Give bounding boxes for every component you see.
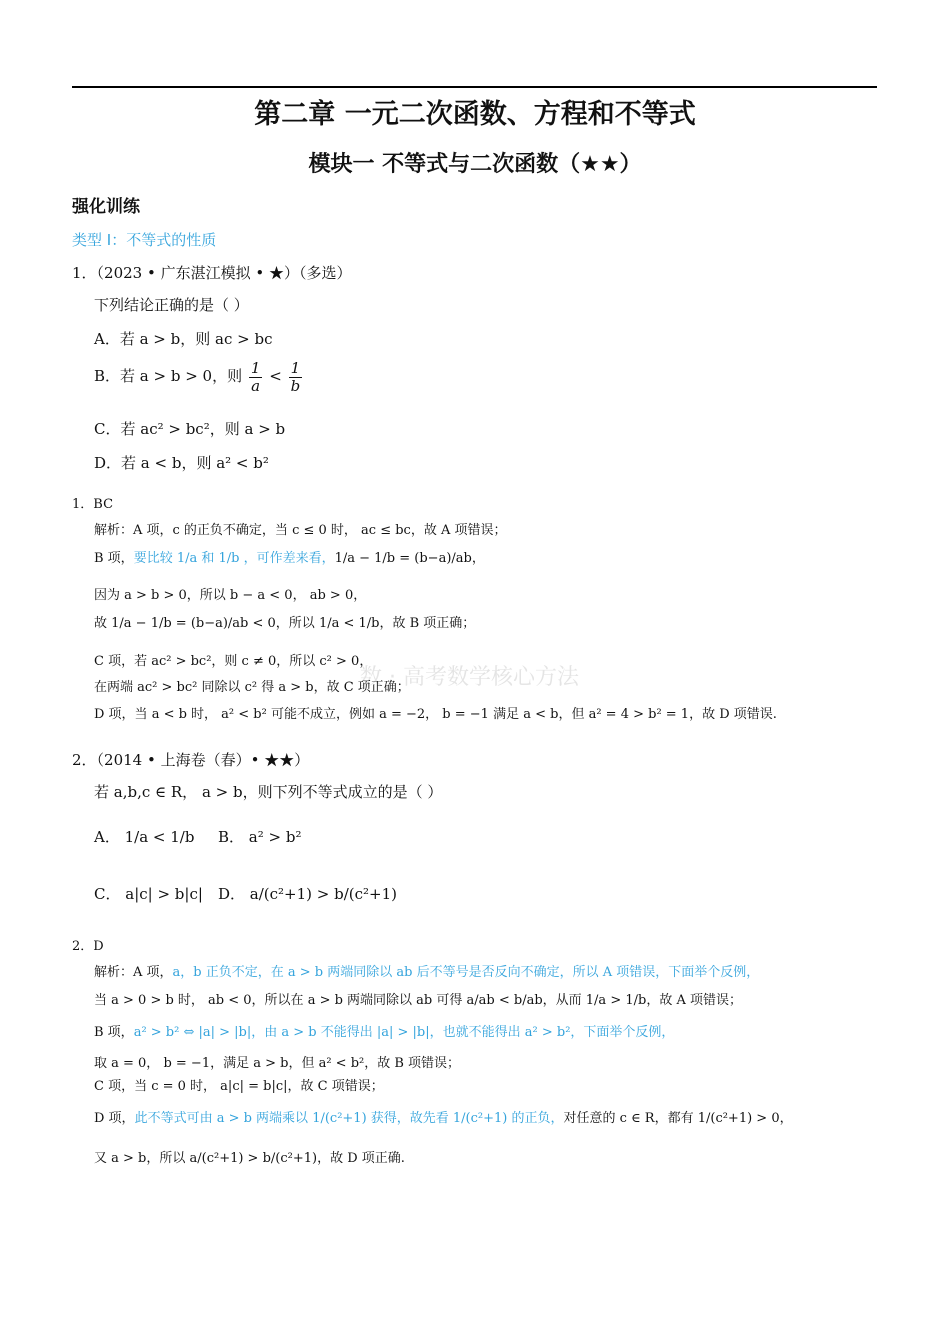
a1-line: B 项，要比较 1/a 和 1/b ，可作差来看，1/a − 1/b = (b−a)/ab， (94, 551, 485, 566)
a1-answer: 1．BC (72, 497, 114, 512)
q1-option-b: B．若 a > b > 0，则 $\frac{1}{a}$ < $\frac{1}{b}$ (94, 359, 301, 395)
q1-option-c: C．若 ac² > bc²，则 a > b (94, 420, 286, 438)
watermark: 数 · 高考数学核心方法 (360, 665, 579, 690)
a2-line: 解析：A 项，a，b 正负不定，在 a > b 两端同除以 ab 后不等号是否反向不确定，所以 A 项错误，下面举个反例， (94, 965, 760, 980)
a2-line: B 项，a² > b² ⇔ |a| > |b|，由 a > b 不能得出 |a| > |b|，也就不能得出 a² > b²，下面举个反例， (94, 1025, 675, 1040)
q2-option-b: B． a² > b² (218, 828, 302, 846)
a1-line: 在两端 ac² > bc² 同除以 c² 得 a > b，故 C 项正确； (94, 680, 410, 695)
q1-option-b-text: B．若 a > b > 0，则 (94, 367, 243, 385)
q1-header: 1．（2023 • 广东湛江模拟 • ★）（多选） (72, 264, 352, 282)
a1-line: 故 1/a − 1/b = (b−a)/ab < 0，所以 1/a < 1/b，故 B 项正确； (94, 616, 476, 631)
type-label: 类型 I：不等式的性质 (72, 231, 217, 249)
a2-line: 当 a > 0 > b 时， ab < 0，所以在 a > b 两端同除以 ab 可得 a/ab < b/ab，从而 1/a > 1/b，故 A 项错误； (94, 993, 742, 1008)
a2-line: 取 a = 0， b = −1，满足 a > b，但 a² < b²，故 B 项错误； (94, 1056, 461, 1071)
a2-answer: 2．D (72, 939, 104, 954)
a2-line: D 项，此不等式可由 a > b 两端乘以 1/(c²+1) 获得，故先看 1/(c²+1) 的正负，对任意的 c ∈ R，都有 1/(c²+1) > 0， (94, 1111, 793, 1126)
a2-line: 又 a > b，所以 a/(c²+1) > b/(c²+1)，故 D 项正确. (94, 1151, 405, 1166)
a1-line: 解析：A 项，c 的正负不确定，当 c ≤ 0 时， ac ≤ bc，故 A 项错误； (94, 523, 507, 538)
a1-line: C 项，若 ac² > bc²，则 c ≠ 0，所以 c² > 0， (94, 654, 373, 669)
a1-line: D 项，当 a < b 时， a² < b² 可能不成立，例如 a = −2， b = −1 满足 a < b，但 a² = 4 > b² = 1，故 D 项错误. (94, 707, 777, 722)
a2-line: C 项，当 c = 0 时， a|c| = b|c|，故 C 项错误； (94, 1079, 384, 1094)
chapter-title: 第二章 一元二次函数、方程和不等式 (254, 99, 696, 130)
top-rule (72, 86, 877, 88)
fraction: $\frac{1}{a}$ (250, 359, 261, 395)
section-title: 强化训练 (72, 197, 140, 217)
q2-header: 2．（2014 • 上海卷（春）• ★★） (72, 751, 310, 769)
q1-stem: 下列结论正确的是（ ） (94, 296, 249, 314)
module-title: 模块一 不等式与二次函数（★★） (308, 152, 642, 177)
q2-option-a: A． 1/a < 1/b (94, 828, 195, 846)
q1-option-d: D．若 a < b，则 a² < b² (94, 454, 269, 472)
q2-stem: 若 a,b,c ∈ R， a > b，则下列不等式成立的是（ ） (94, 783, 443, 801)
q2-option-d: D． a/(c²+1) > b/(c²+1) (218, 885, 398, 903)
q1-option-a: A．若 a > b，则 ac > bc (94, 330, 273, 348)
fraction: $\frac{1}{b}$ (290, 359, 301, 395)
q2-option-c: C． a|c| > b|c| (94, 885, 203, 903)
a1-line: 因为 a > b > 0，所以 b − a < 0， ab > 0， (94, 588, 367, 603)
